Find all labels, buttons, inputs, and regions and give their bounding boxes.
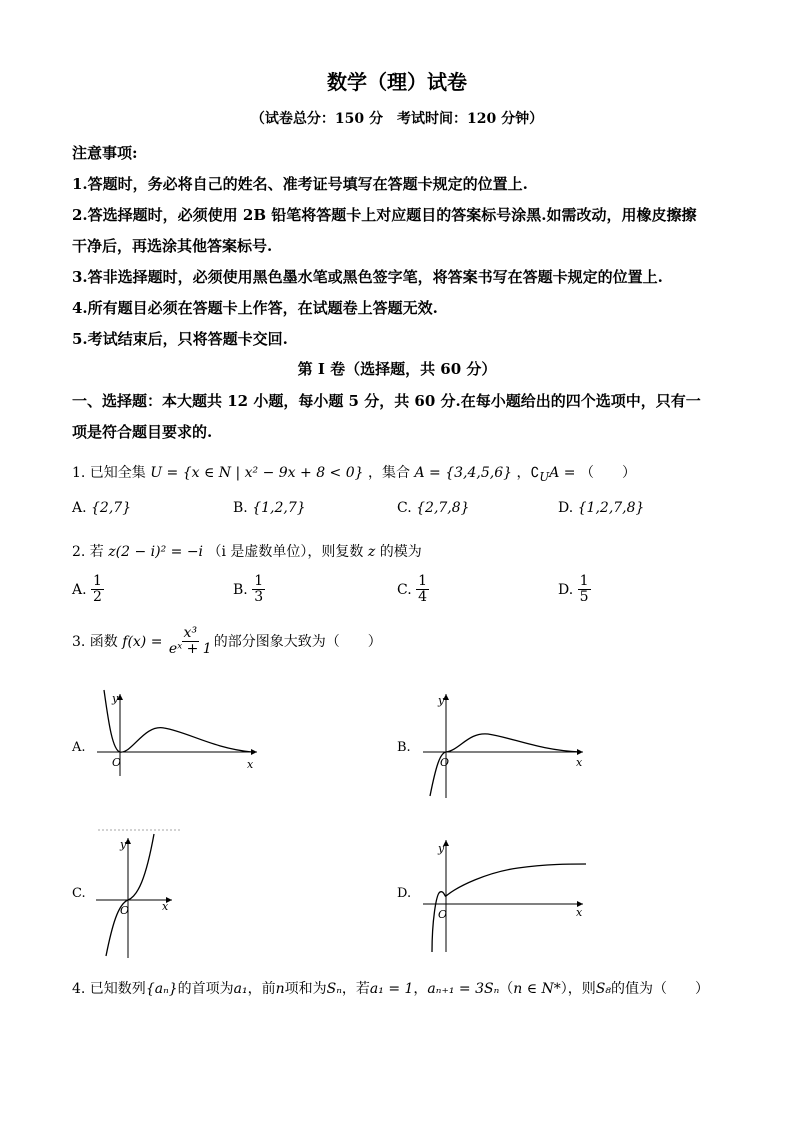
q1-set-a: A = {3,4,5,6} (414, 465, 513, 481)
graph-b-origin: O (440, 756, 450, 769)
q2-option-c[interactable]: C. $\frac{1}{4}$ (397, 573, 428, 606)
graph-d-origin: O (438, 908, 448, 921)
question-4 (72, 978, 709, 998)
graph-b-y-label: y (438, 694, 445, 707)
q4-n: n (275, 981, 285, 997)
q1-option-b[interactable]: B. {1,2,7} (233, 500, 306, 516)
q4-text-3: 项和为 (284, 981, 327, 997)
q4-sn: Sₙ (326, 981, 342, 997)
q4-cond-1: a₁ = 1 (369, 981, 414, 997)
question-3 (72, 626, 382, 658)
q3-option-b-label[interactable]: B. (397, 740, 411, 755)
notice-item-3: 3.答非选择题时，必须使用黑色墨水笔或黑色签字笔，将答案书写在答题卡规定的位置上. (72, 268, 663, 286)
q3-graph-d[interactable] (418, 834, 588, 954)
notice-item-2: 2.答选择题时，必须使用 2B 铅笔将答题卡上对应题目的答案标号涂黑.如需改动，用橡皮擦擦 (72, 206, 697, 224)
q4-text-4: ，若 (341, 981, 370, 997)
q2-prefix: 2. 若 (72, 544, 104, 560)
notice-item-4: 4.所有题目必须在答题卡上作答，在试题卷上答题无效. (72, 299, 438, 317)
q1-option-c[interactable]: C. {2,7,8} (397, 500, 470, 516)
question-2 (72, 541, 422, 561)
q1-complement: ，∁ (516, 465, 540, 481)
q4-text-2: ，前 (247, 981, 276, 997)
graph-c-origin: O (120, 904, 130, 917)
graph-a-origin: O (112, 756, 122, 769)
section-title: 第 I 卷（选择题，共 60 分） (297, 360, 497, 378)
q2-tail: 的模为 (379, 544, 422, 560)
q4-prefix: 4. 已知数列 (72, 981, 146, 997)
q3-fx: f(x) = (122, 633, 163, 650)
exam-info: （试卷总分：150 分 考试时间：120 分钟） (250, 111, 544, 127)
notice-heading: 注意事项: (72, 144, 138, 162)
q3-option-d-label[interactable]: D. (397, 886, 412, 901)
page-title: 数学（理）试卷 (327, 70, 467, 94)
q1-mid: ，集合 (368, 465, 411, 481)
q2-option-d[interactable]: D. $\frac{1}{5}$ (558, 573, 589, 606)
q4-tail: 的值为（ ） (610, 981, 709, 997)
graph-d-y-label: y (438, 842, 445, 855)
graph-b-x-label: x (576, 756, 583, 769)
q2-equation: z(2 − i)² = −i (108, 544, 204, 560)
q1-option-a[interactable]: A. {2,7} (72, 500, 132, 516)
q2-option-b[interactable]: B. $\frac{1}{3}$ (233, 573, 264, 606)
q3-tail: 的部分图象大致为（ ） (213, 633, 382, 650)
q3-graph-b[interactable] (418, 688, 588, 798)
notice-item-5: 5.考试结束后，只将答题卡交回. (72, 330, 288, 348)
graph-a-x-label: x (247, 758, 254, 771)
graph-d-x-label: x (576, 906, 583, 919)
q3-graph-c[interactable] (92, 830, 182, 960)
notice-item-2-cont: 干净后，再选涂其他答案标号. (72, 237, 273, 255)
q2-var: z (367, 544, 376, 560)
q2-option-a[interactable]: A. $\frac{1}{2}$ (72, 573, 102, 606)
section-intro-line2: 项是符合题目要求的. (72, 423, 213, 441)
q3-prefix: 3. 函数 (72, 633, 118, 650)
graph-c-y-label: y (120, 838, 127, 851)
q4-text-7: ），则 (560, 981, 596, 997)
q3-option-c-label[interactable]: C. (72, 886, 86, 901)
q4-text-1: 的首项为 (177, 981, 234, 997)
q4-cond-3: n ∈ N* (513, 981, 561, 997)
q3-option-a-label[interactable]: A. (72, 740, 86, 755)
q1-paren: （ ） (579, 465, 636, 481)
q4-text-6: （ (499, 981, 514, 997)
notice-item-1: 1.答题时，务必将自己的姓名、准考证号填写在答题卡规定的位置上. (72, 175, 528, 193)
q3-fraction: $\frac{\text{x³}}{\text{eˣ + 1}}$ (168, 625, 212, 658)
q1-option-d[interactable]: D. {1,2,7,8} (558, 500, 645, 516)
graph-a-y-label: y (112, 692, 119, 705)
section-intro-line1: 一、选择题：本大题共 12 小题，每小题 5 分，共 60 分.在每小题给出的四个选项中，只有一 (72, 392, 701, 410)
q1-complement-tail: A = (549, 465, 576, 481)
q4-a1: a₁ (233, 981, 248, 997)
q4-s8: S₈ (595, 981, 611, 997)
q4-text-5: ， (413, 981, 428, 997)
q4-seq: {aₙ} (145, 981, 178, 997)
q4-cond-2: aₙ₊₁ = 3Sₙ (427, 981, 500, 997)
graph-c-x-label: x (162, 900, 169, 913)
q1-complement-sub: U (539, 469, 550, 484)
q1-prefix: 1. 已知全集 (72, 465, 146, 481)
question-1 (72, 462, 636, 484)
q3-graph-a[interactable] (92, 688, 262, 778)
q2-mid: （i 是虚数单位），则复数 (207, 544, 364, 560)
q1-set-u: U = {x ∈ N | x² − 9x + 8 < 0} (150, 465, 364, 481)
